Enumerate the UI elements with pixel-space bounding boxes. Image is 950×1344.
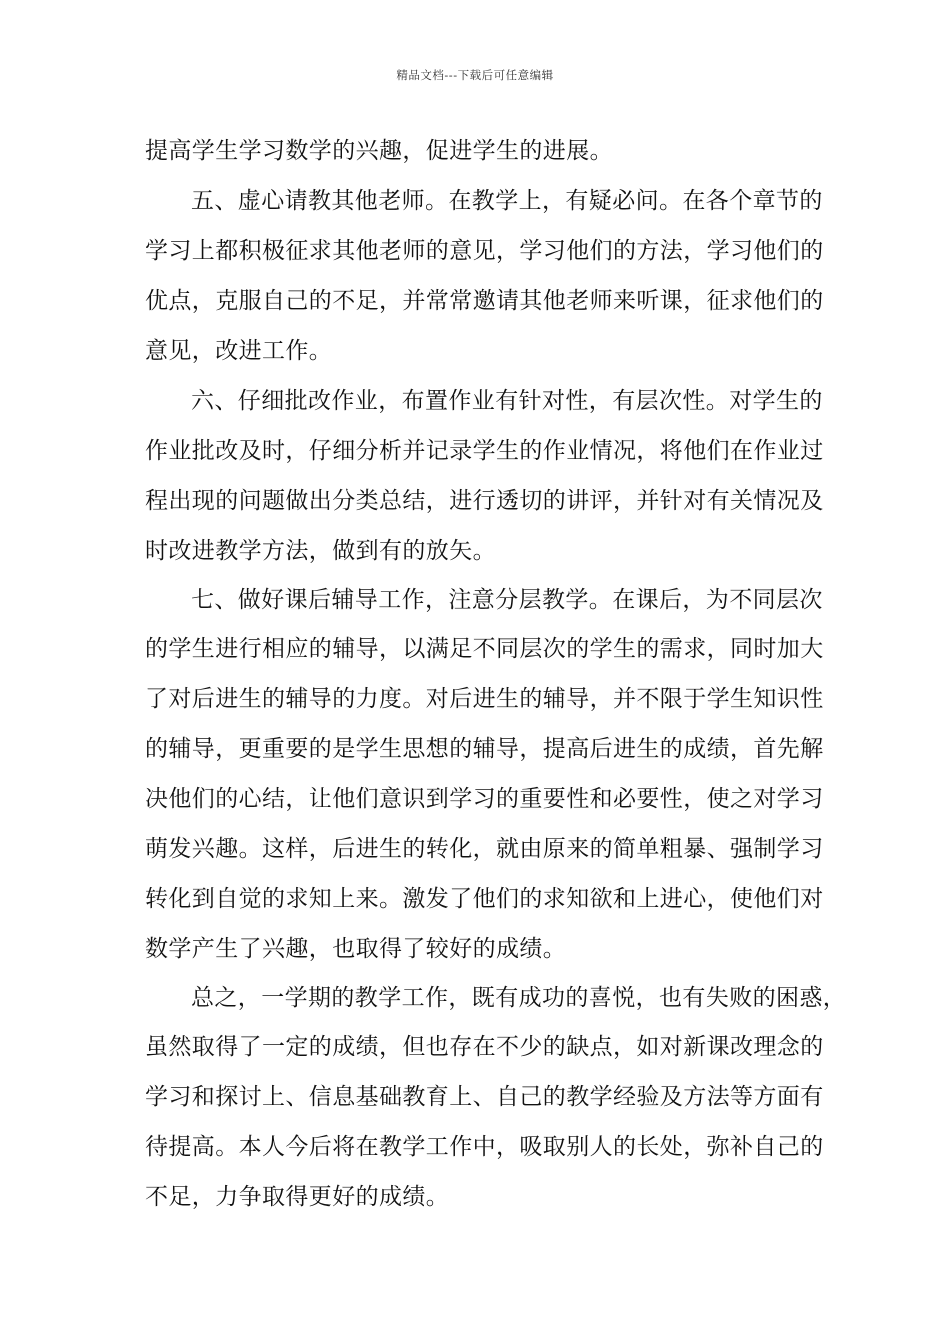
page-header: 精品文档---下载后可任意编辑	[396, 68, 554, 82]
paragraph-first-line: 五、虚心请教其他老师。在教学上，有疑必问。在各个章节的	[191, 188, 823, 214]
text-line: 的辅导，更重要的是学生思想的辅导，提高后进生的成绩，首先解	[145, 736, 824, 762]
paragraph-first-line: 总之，一学期的教学工作，既有成功的喜悦，也有失败的困惑，	[191, 985, 847, 1011]
text-line: 了对后进生的辅导的力度。对后进生的辅导，并不限于学生知识性	[145, 686, 824, 712]
text-line: 时改进教学方法，做到有的放矢。	[145, 538, 496, 564]
text-line: 萌发兴趣。这样，后进生的转化，就由原来的简单粗暴、强制学习	[145, 836, 824, 862]
text-line: 程出现的问题做出分类总结，进行透切的讲评，并针对有关情况及	[145, 488, 824, 514]
text-line: 意见，改进工作。	[145, 338, 333, 364]
text-line: 决他们的心结，让他们意识到学习的重要性和必要性，使之对学习	[145, 786, 824, 812]
text-line: 优点，克服自己的不足，并常常邀请其他老师来听课，征求他们的	[145, 288, 824, 314]
text-line: 虽然取得了一定的成绩，但也存在不少的缺点，如对新课改理念的	[145, 1034, 824, 1060]
text-line: 转化到自觉的求知上来。激发了他们的求知欲和上进心，使他们对	[145, 886, 824, 912]
text-line: 作业批改及时，仔细分析并记录学生的作业情况，将他们在作业过	[145, 438, 824, 464]
text-line: 提高学生学习数学的兴趣，促进学生的进展。	[145, 138, 613, 164]
text-line: 待提高。本人今后将在教学工作中，吸取别人的长处，弥补自己的	[145, 1134, 824, 1160]
text-line: 不足，力争取得更好的成绩。	[145, 1184, 450, 1210]
text-line: 的学生进行相应的辅导，以满足不同层次的学生的需求，同时加大	[145, 636, 824, 662]
text-line: 学习上都积极征求其他老师的意见，学习他们的方法，学习他们的	[145, 238, 824, 264]
text-line: 数学产生了兴趣，也取得了较好的成绩。	[145, 936, 567, 962]
paragraph-first-line: 七、做好课后辅导工作，注意分层教学。在课后，为不同层次	[191, 587, 823, 613]
text-line: 学习和探讨上、信息基础教育上、自己的教学经验及方法等方面有	[145, 1084, 824, 1110]
paragraph-first-line: 六、仔细批改作业，布置作业有针对性，有层次性。对学生的	[191, 388, 823, 414]
